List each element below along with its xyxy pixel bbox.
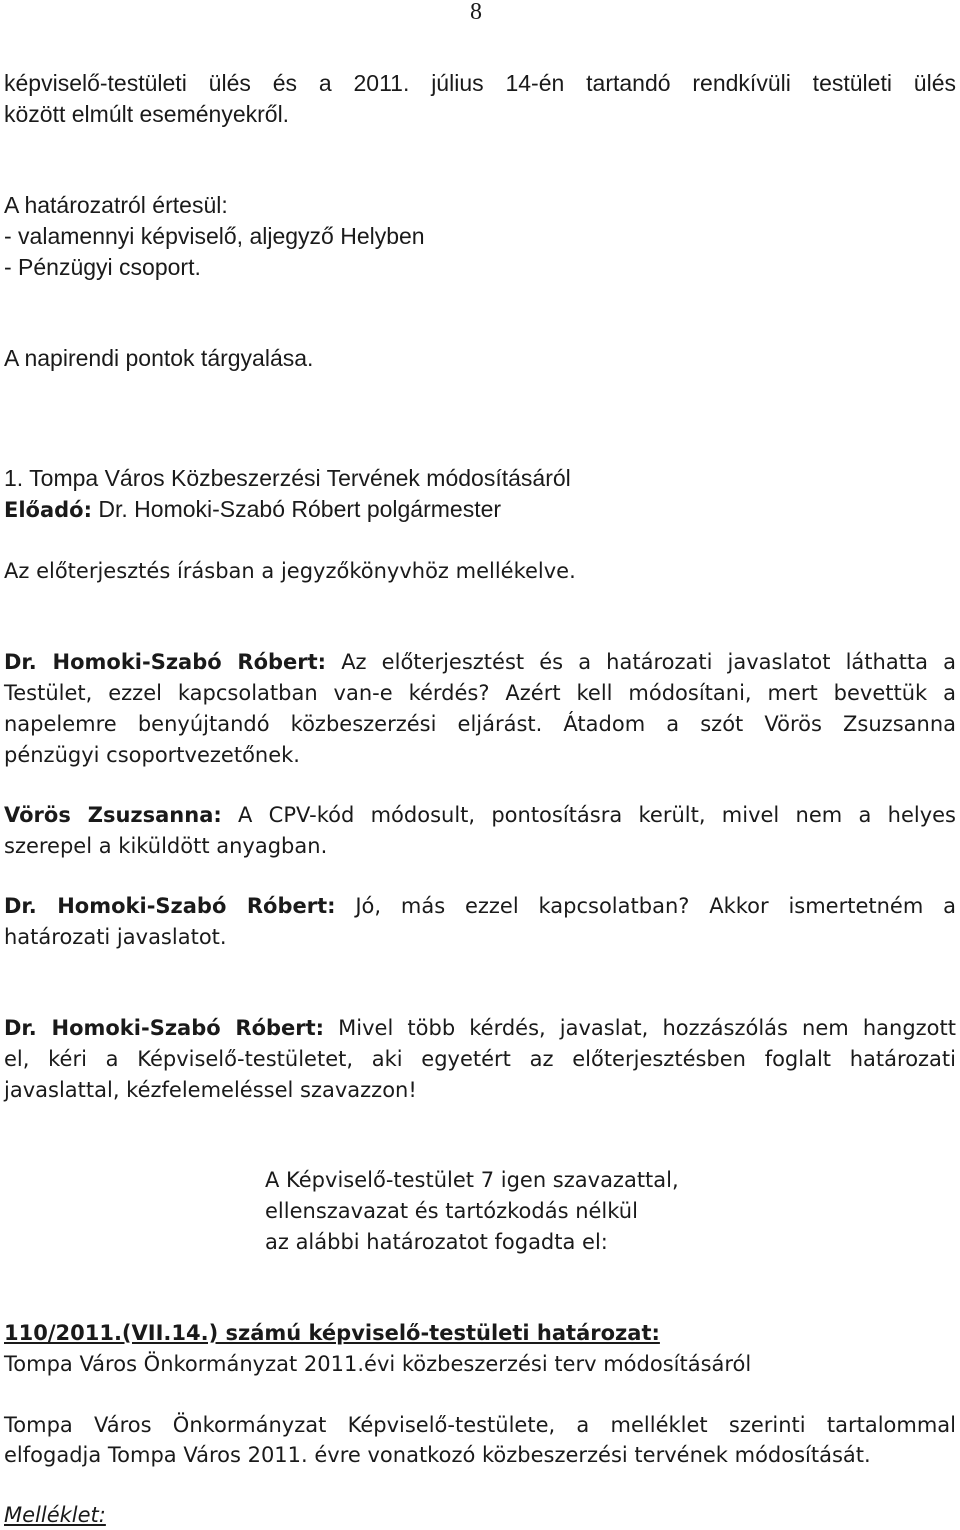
notify-item: - Pénzügyi csoport. (4, 254, 201, 280)
resolution-title: 110/2011.(VII.14.) számú képviselő-testületi határozat: (4, 1321, 660, 1345)
attachment-label: Melléklet: (4, 1503, 106, 1527)
resolution-subject: Tompa Város Önkormányzat 2011.évi közbeszerzési terv módosításáról (4, 1352, 752, 1376)
resolution-body: Tompa Város Önkormányzat Képviselő-testülete, a melléklet szerinti tartalommal (4, 1413, 956, 1437)
speaker-name: Vörös Zsuzsanna: (4, 803, 222, 827)
page-number: 8 (470, 0, 482, 25)
speech-line: napelemre benyújtandó közbeszerzési eljárást. Átadom a szót Vörös Zsuzsanna (4, 712, 956, 736)
speech-line (4, 891, 956, 921)
speech-line: pénzügyi csoportvezetőnek. (4, 743, 300, 767)
speech-text: A CPV-kód módosult, pontosításra került, mivel nem a helyes (221, 803, 956, 827)
notify-title: A határozatról értesül: (4, 192, 228, 218)
vote-line: ellenszavazat és tartózkodás nélkül (265, 1199, 638, 1223)
vote-line: A Képviselő-testület 7 igen szavazattal, (265, 1168, 679, 1192)
speech-text: Az előterjesztést és a határozati javaslatot láthatta a (326, 650, 957, 674)
speech-line: szerepel a kiküldött anyagban. (4, 834, 328, 858)
vote-line: az alábbi határozatot fogadta el: (265, 1230, 608, 1254)
notify-item: - valamennyi képviselő, aljegyző Helyben (4, 223, 425, 249)
presenter-line (4, 494, 956, 525)
speech-text: Mivel több kérdés, javaslat, hozzászólás nem hangzott (324, 1016, 956, 1040)
presenter-name: Dr. Homoki-Szabó Róbert polgármester (92, 496, 502, 522)
speaker-name: Dr. Homoki-Szabó Róbert: (4, 894, 336, 918)
speaker-name: Dr. Homoki-Szabó Róbert: (4, 1016, 325, 1040)
presenter-label: Előadó: (4, 498, 92, 522)
speaker-name: Dr. Homoki-Szabó Róbert: (4, 650, 327, 674)
attachment-note: Az előterjesztés írásban a jegyzőkönyvhöz mellékelve. (4, 559, 576, 583)
intro-line-2: között elmúlt eseményekről. (4, 101, 290, 127)
speech-line: határozati javaslatot. (4, 925, 227, 949)
agenda-item-title: 1. Tompa Város Közbeszerzési Tervének módosításáról (4, 465, 571, 491)
agenda-heading: A napirendi pontok tárgyalása. (4, 345, 314, 371)
speech-line (4, 1013, 956, 1043)
resolution-body: elfogadja Tompa Város 2011. évre vonatkozó közbeszerzési tervének módosítását. (4, 1443, 871, 1467)
intro-line-1: képviselő-testületi ülés és a 2011. július 14-én tartandó rendkívüli testületi ülés (4, 70, 956, 96)
speech-text: Jó, más ezzel kapcsolatban? Akkor ismertetném a (335, 894, 956, 918)
speech-line (4, 647, 956, 677)
speech-line (4, 800, 956, 830)
speech-line: Testület, ezzel kapcsolatban van-e kérdés? Azért kell módosítani, mert bevettük a (4, 681, 956, 705)
speech-line: el, kéri a Képviselő-testületet, aki egyetért az előterjesztésben foglalt határozati (4, 1047, 956, 1071)
speech-line: javaslattal, kézfelemeléssel szavazzon! (4, 1078, 417, 1102)
